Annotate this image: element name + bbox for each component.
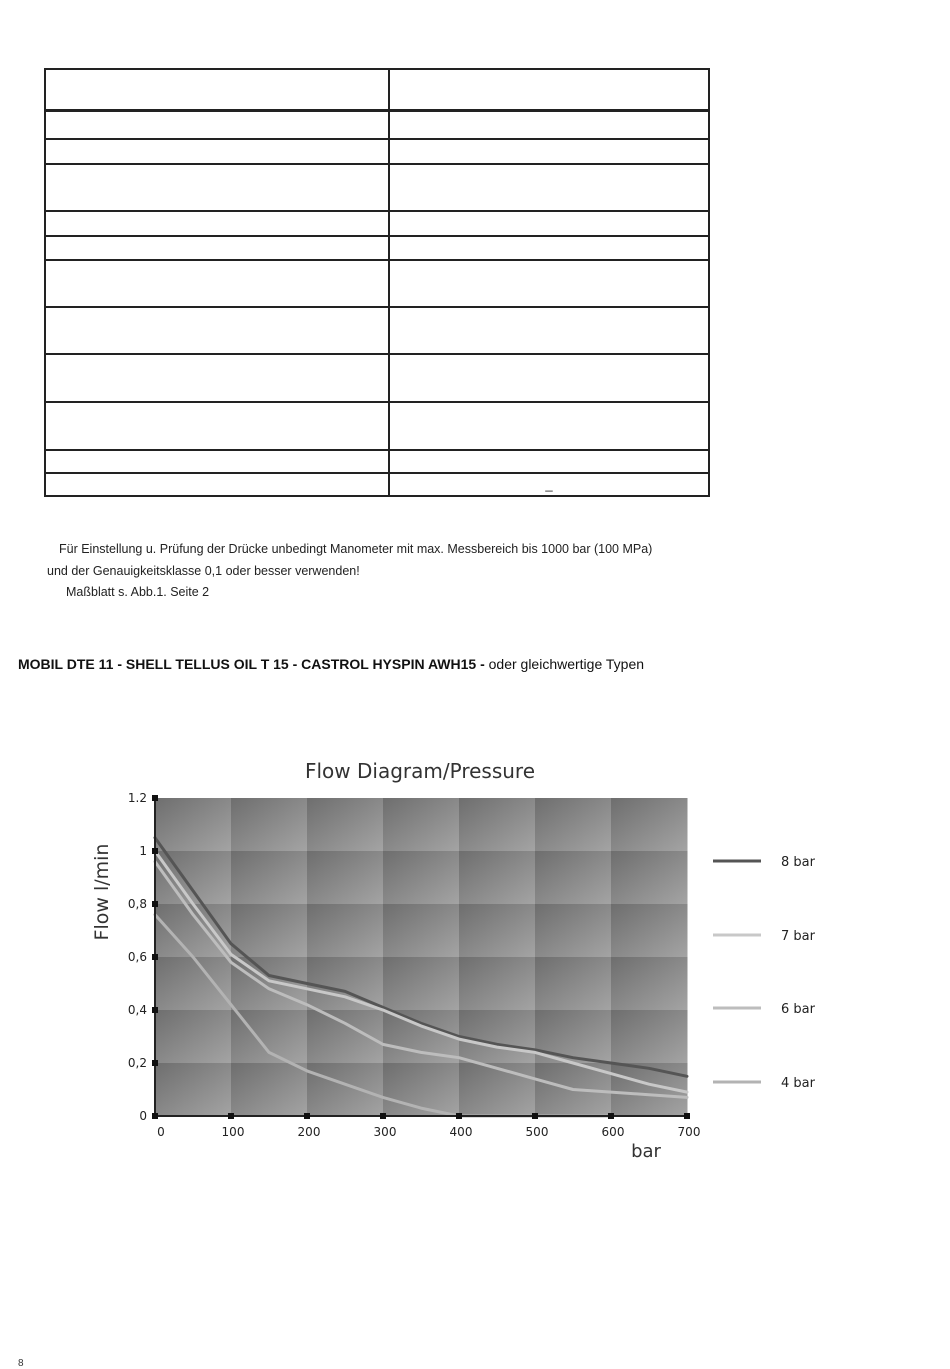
legend-label: 7 bar [781,929,815,944]
spec-row [45,402,709,450]
grid-cell [535,904,612,958]
page-number: 8 [18,1358,24,1369]
y-tick-mark [152,1060,158,1066]
note-dimension-sheet: Maßblatt s. Abb.1. Seite 2 [66,585,210,599]
x-axis-label: bar [631,1141,661,1162]
y-tick-mark [152,954,158,960]
spec-row [45,473,709,496]
notes [47,539,652,604]
grid-cell [459,1010,536,1064]
x-tick-label: 0 [157,1125,165,1139]
spec-label-cell [45,260,389,307]
x-tick-label: 400 [449,1125,473,1139]
spec-row [45,69,709,110]
grid-cell [155,1063,232,1117]
spec-value-cell [389,354,709,402]
x-tick-label: 300 [373,1125,397,1139]
y-tick-label: 0,8 [127,897,147,911]
x-tick-mark [532,1113,538,1119]
spec-table [44,68,710,497]
chart-title: Flow Diagram/Pressure [304,759,536,783]
grid-cell [307,904,384,958]
x-tick-mark [684,1113,690,1119]
grid-cell [611,798,688,852]
grid-cell [459,1063,536,1117]
spec-row [45,139,709,164]
oil-equivalents: oder gleichwertige Typen [484,656,645,672]
x-tick-mark [152,1113,158,1119]
grid-cell [611,904,688,958]
grid-cell [307,798,384,852]
grid-cell [231,904,308,958]
note-accuracy: und der Genauigkeitsklasse 0,1 oder besser verwenden! [47,563,360,578]
grid-cell [459,957,536,1011]
y-tick-label: 0,4 [127,1003,147,1017]
spec-label-cell [45,164,389,211]
spec-row [45,236,709,260]
spec-label-cell [45,110,389,139]
grid-cell [231,957,308,1011]
grid-cell [459,904,536,958]
oil-brands: MOBIL DTE 11 - SHELL TELLUS OIL T 15 - CASTROL HYSPIN AWH15 - [18,656,485,672]
spec-row [45,354,709,402]
grid-cell [307,851,384,905]
spec-row [45,110,709,139]
grid-cell [155,957,232,1011]
spec-row [45,307,709,354]
y-tick-label: 0,6 [127,950,147,964]
spec-label-cell [45,402,389,450]
spec-value-cell [389,260,709,307]
grid-cell [535,957,612,1011]
spec-label-cell [45,473,389,496]
x-tick-label: 100 [221,1125,245,1139]
grid-cell [611,957,688,1011]
y-tick-label: 0 [139,1109,147,1123]
grid-cell [231,1063,308,1117]
spec-value-cell [389,236,709,260]
legend-label: 6 bar [781,1002,815,1017]
grid-cell [155,1010,232,1064]
grid-cell [155,798,232,852]
spec-row [45,211,709,236]
grid-cell [383,957,460,1011]
spec-value-cell [389,164,709,211]
y-tick-mark [152,1007,158,1013]
oil-types [18,656,644,672]
x-tick-mark [228,1113,234,1119]
x-tick-mark [380,1113,386,1119]
x-tick-mark [304,1113,310,1119]
spec-label-cell [45,236,389,260]
spec-value-cell [389,211,709,236]
spec-label-cell [45,69,389,110]
spec-value-cell [389,110,709,139]
spec-label-cell [45,139,389,164]
grid-cell [231,851,308,905]
grid-cell [611,851,688,905]
y-tick-label: 0,2 [127,1056,147,1070]
grid-cell [383,851,460,905]
x-tick-mark [608,1113,614,1119]
spec-label-cell [45,307,389,354]
spec-value-cell [389,139,709,164]
y-tick-mark [152,795,158,801]
spec-label-cell [45,354,389,402]
spec-label-cell [45,450,389,473]
chart-legend [713,855,816,1091]
grid-cell [307,1063,384,1117]
y-tick-label: 1.2 [127,791,147,805]
legend-label: 4 bar [781,1076,815,1091]
grid-cell [231,798,308,852]
y-tick-label: 1 [139,844,147,858]
x-tick-label: 200 [297,1125,321,1139]
spec-value-cell [389,450,709,473]
grid-cell [459,851,536,905]
spec-value-cell [389,69,709,110]
y-tick-mark [152,901,158,907]
x-tick-label: 600 [601,1125,625,1139]
note-manometer: Für Einstellung u. Prüfung der Drücke unbedingt Manometer mit max. Messbereich bis 1000 bar (100 MPa) [59,542,653,556]
legend-label: 8 bar [781,855,815,870]
y-axis-label: Flow l/min [91,843,113,941]
x-tick-label: 700 [677,1125,701,1139]
spec-value-cell [389,307,709,354]
spec-value-cell: _ [389,473,709,496]
spec-label-cell [45,211,389,236]
spec-row [45,260,709,307]
spec-row [45,450,709,473]
grid-cell [535,798,612,852]
grid-cell [459,798,536,852]
flow-pressure-chart [80,750,840,1170]
spec-value-cell [389,402,709,450]
x-tick-label: 500 [525,1125,549,1139]
grid-cell [535,851,612,905]
y-tick-mark [152,848,158,854]
x-tick-mark [456,1113,462,1119]
grid-cell [383,798,460,852]
grid-cell [383,904,460,958]
grid-cell [611,1010,688,1064]
spec-row [45,164,709,211]
